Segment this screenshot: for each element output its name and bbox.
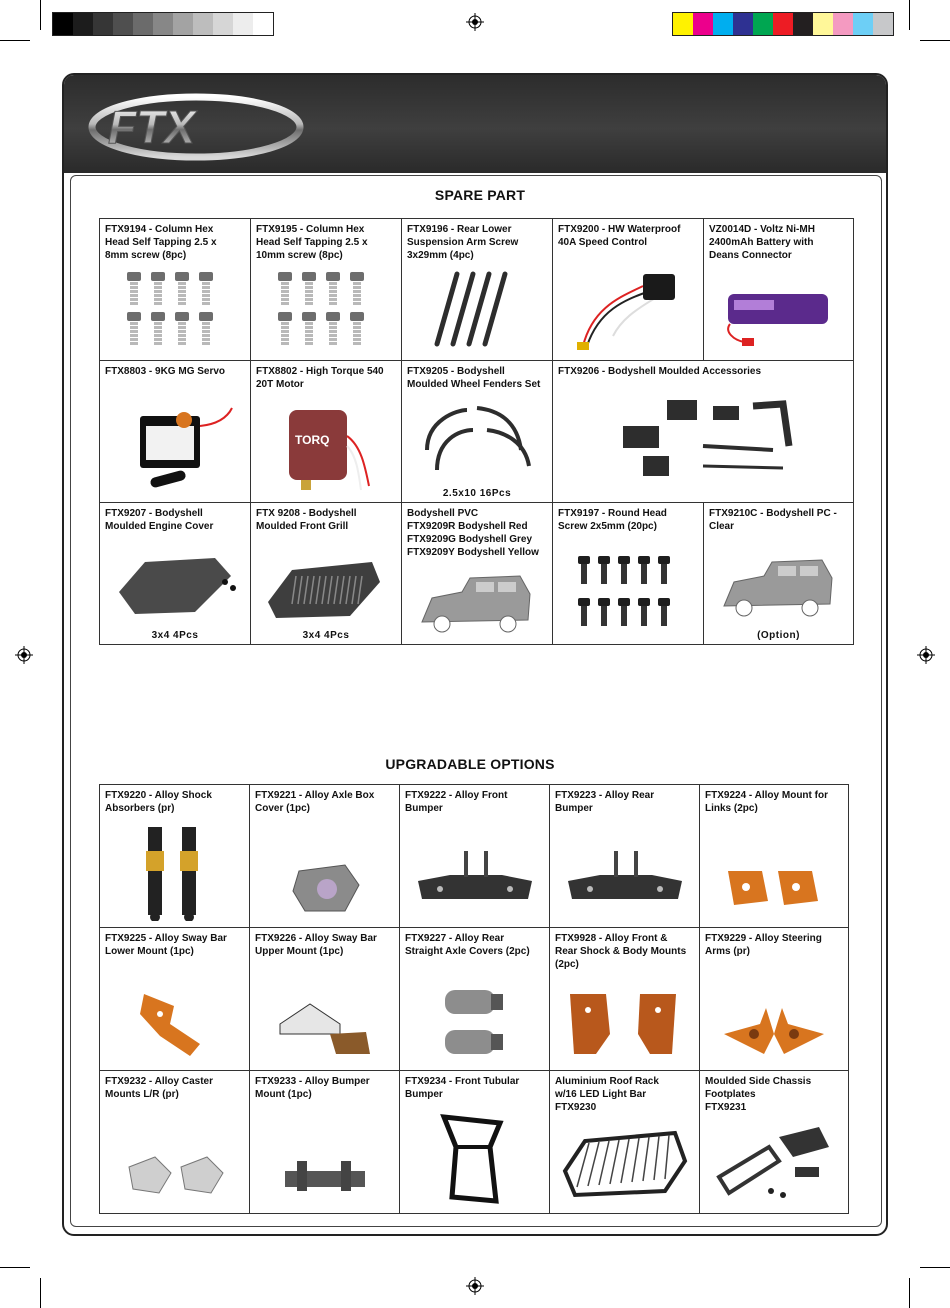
registration-mark-icon: [15, 646, 33, 664]
part-note: 3x4 4Pcs: [151, 630, 199, 641]
color-swatch: [153, 13, 173, 35]
color-swatch: [93, 13, 113, 35]
caster-mount-icon: [100, 1137, 249, 1207]
front-grill-icon: [251, 532, 401, 622]
registration-mark-icon: [917, 646, 935, 664]
shock-absorber-icon: [100, 821, 249, 921]
bumper-mount-icon: [250, 1147, 399, 1207]
crop-mark: [909, 1278, 910, 1308]
registration-mark-icon: [466, 1277, 484, 1295]
color-swatch: [873, 13, 893, 35]
crop-mark: [920, 40, 950, 41]
fender-icon: [402, 380, 552, 480]
part-label: FTX9194 - Column Hex Head Self Tapping 2.5 x 8mm screw (8pc): [105, 224, 217, 261]
part-label: FTX9205 - Bodyshell Moulded Wheel Fenders Set: [407, 366, 541, 390]
sway-lower-icon: [100, 984, 249, 1064]
part-cell: [550, 928, 700, 1071]
round-screw-icon: [553, 552, 703, 638]
part-cell: [402, 503, 553, 645]
part-note: (Option): [757, 630, 800, 641]
color-swatch: [693, 13, 713, 35]
part-label: FTX9223 - Alloy Rear Bumper: [555, 790, 655, 814]
part-cell: [251, 361, 402, 503]
part-label: FTX9207 - Bodyshell Moulded Engine Cover: [105, 508, 214, 532]
part-cell: [250, 1071, 400, 1214]
color-swatch: [53, 13, 73, 35]
color-swatch: [233, 13, 253, 35]
part-note: 2.5x10 16Pcs: [442, 488, 512, 499]
hex-screw-icon: [100, 266, 250, 354]
roof-rack-icon: [550, 1121, 699, 1207]
crop-mark: [40, 0, 41, 30]
part-label: VZ0014D - Voltz Ni-MH 2400mAh Battery with Deans Connector: [709, 224, 815, 261]
accessories-icon: [553, 386, 853, 496]
color-swatch: [673, 13, 693, 35]
part-label: FTX8802 - High Torque 540 20T Motor: [256, 366, 384, 390]
long-screw-icon: [402, 266, 552, 354]
part-cell: [553, 219, 704, 361]
part-cell: [251, 503, 402, 645]
header-banner: [64, 75, 886, 173]
color-swatch: [253, 13, 273, 35]
part-note: 3x4 4Pcs: [302, 630, 350, 641]
crop-mark: [909, 0, 910, 30]
part-cell: [400, 785, 550, 928]
color-swatch: [853, 13, 873, 35]
part-cell: [100, 361, 251, 503]
sway-upper-icon: [250, 984, 399, 1064]
color-swatch: [833, 13, 853, 35]
part-cell: [100, 503, 251, 645]
color-swatch: [173, 13, 193, 35]
part-label: FTX9220 - Alloy Shock Absorbers (pr): [105, 790, 212, 814]
color-swatch: [753, 13, 773, 35]
svg-text:TORQ: TORQ: [295, 433, 330, 447]
part-cell: [700, 785, 849, 928]
color-swatch: [213, 13, 233, 35]
part-cell: [553, 361, 854, 503]
servo-icon: [100, 396, 250, 496]
tubular-bumper-icon: [400, 1107, 549, 1207]
rear-bumper-icon: [550, 841, 699, 921]
part-cell: [550, 1071, 700, 1214]
part-label: Moulded Side Chassis Footplates FTX9231: [705, 1076, 812, 1113]
color-swatch: [133, 13, 153, 35]
part-label: Aluminium Roof Rack w/16 LED Light Bar FTX9230: [555, 1076, 659, 1113]
spare-part-grid: [99, 218, 854, 645]
part-cell: [704, 503, 854, 645]
ftx-logo-icon: [78, 91, 308, 163]
shock-mount-icon: [550, 984, 699, 1064]
axle-box-icon: [250, 851, 399, 921]
crop-mark: [40, 1278, 41, 1308]
part-label: FTX 9208 - Bodyshell Moulded Front Grill: [256, 508, 357, 532]
part-cell: [700, 928, 849, 1071]
part-label: FTX9206 - Bodyshell Moulded Accessories: [558, 366, 762, 377]
part-label: FTX9225 - Alloy Sway Bar Lower Mount (1pc): [105, 933, 227, 957]
part-label: FTX9232 - Alloy Caster Mounts L/R (pr): [105, 1076, 214, 1100]
part-label: FTX9200 - HW Waterproof 40A Speed Control: [558, 224, 681, 248]
color-swatch: [713, 13, 733, 35]
part-label: FTX9224 - Alloy Mount for Links (2pc): [705, 790, 828, 814]
part-label: FTX9928 - Alloy Front & Rear Shock & Body Mounts (2pc): [555, 933, 687, 970]
part-cell: [400, 1071, 550, 1214]
color-swatch: [793, 13, 813, 35]
part-label: FTX9210C - Bodyshell PC - Clear: [709, 508, 837, 532]
spare-part-title: SPARE PART: [434, 187, 526, 203]
color-swatch: [113, 13, 133, 35]
part-label: FTX9197 - Round Head Screw 2x5mm (20pc): [558, 508, 667, 532]
part-cell: [550, 785, 700, 928]
footplate-icon: [700, 1117, 848, 1207]
color-swatch: [73, 13, 93, 35]
part-cell: [704, 219, 854, 361]
part-label: Bodyshell PVC FTX9209R Bodyshell Red FTX9209G Bodyshell Grey FTX9209Y Bodyshell Yellow: [407, 508, 539, 558]
process-color-bar: [672, 12, 894, 36]
part-cell: [400, 928, 550, 1071]
bodyshell-icon: [402, 568, 552, 638]
upgradable-options-title: UPGRADABLE OPTIONS: [385, 756, 555, 772]
part-cell: [553, 503, 704, 645]
front-bumper-icon: [400, 841, 549, 921]
part-label: FTX8803 - 9KG MG Servo: [105, 366, 226, 377]
part-cell: [100, 219, 251, 361]
crop-mark: [0, 1267, 30, 1268]
link-mount-icon: [700, 851, 848, 921]
grayscale-color-bar: [52, 12, 274, 36]
color-swatch: [773, 13, 793, 35]
part-cell: [250, 785, 400, 928]
part-cell: [700, 1071, 849, 1214]
part-label: FTX9234 - Front Tubular Bumper: [405, 1076, 520, 1100]
part-cell: [250, 928, 400, 1071]
part-label: FTX9222 - Alloy Front Bumper: [405, 790, 508, 814]
steering-arm-icon: [700, 994, 848, 1064]
engine-cover-icon: [100, 532, 250, 622]
part-cell: [402, 219, 553, 361]
part-cell: [100, 928, 250, 1071]
part-label: FTX9227 - Alloy Rear Straight Axle Covers (2pc): [405, 933, 530, 957]
color-swatch: [813, 13, 833, 35]
battery-icon: [704, 266, 853, 354]
motor-icon: [251, 396, 401, 496]
crop-mark: [920, 1267, 950, 1268]
svg-text:FTX: FTX: [108, 101, 195, 153]
axle-cover-icon: [400, 984, 549, 1064]
part-cell: [402, 361, 553, 503]
part-cell: [100, 1071, 250, 1214]
clear-body-icon: [704, 552, 853, 622]
part-cell: [100, 785, 250, 928]
upgradable-options-grid: [99, 784, 849, 1214]
part-label: FTX9226 - Alloy Sway Bar Upper Mount (1pc): [255, 933, 377, 957]
part-cell: [251, 219, 402, 361]
part-label: FTX9233 - Alloy Bumper Mount (1pc): [255, 1076, 370, 1100]
registration-mark-icon: [466, 13, 484, 31]
speed-control-icon: [553, 266, 703, 354]
part-label: FTX9221 - Alloy Axle Box Cover (1pc): [255, 790, 375, 814]
part-label: FTX9196 - Rear Lower Suspension Arm Screw 3x29mm (4pc): [407, 224, 519, 261]
color-swatch: [193, 13, 213, 35]
hex-screw-icon: [251, 266, 401, 354]
part-label: FTX9229 - Alloy Steering Arms (pr): [705, 933, 822, 957]
color-swatch: [733, 13, 753, 35]
crop-mark: [0, 40, 30, 41]
part-label: FTX9195 - Column Hex Head Self Tapping 2.5 x 10mm screw (8pc): [256, 224, 368, 261]
